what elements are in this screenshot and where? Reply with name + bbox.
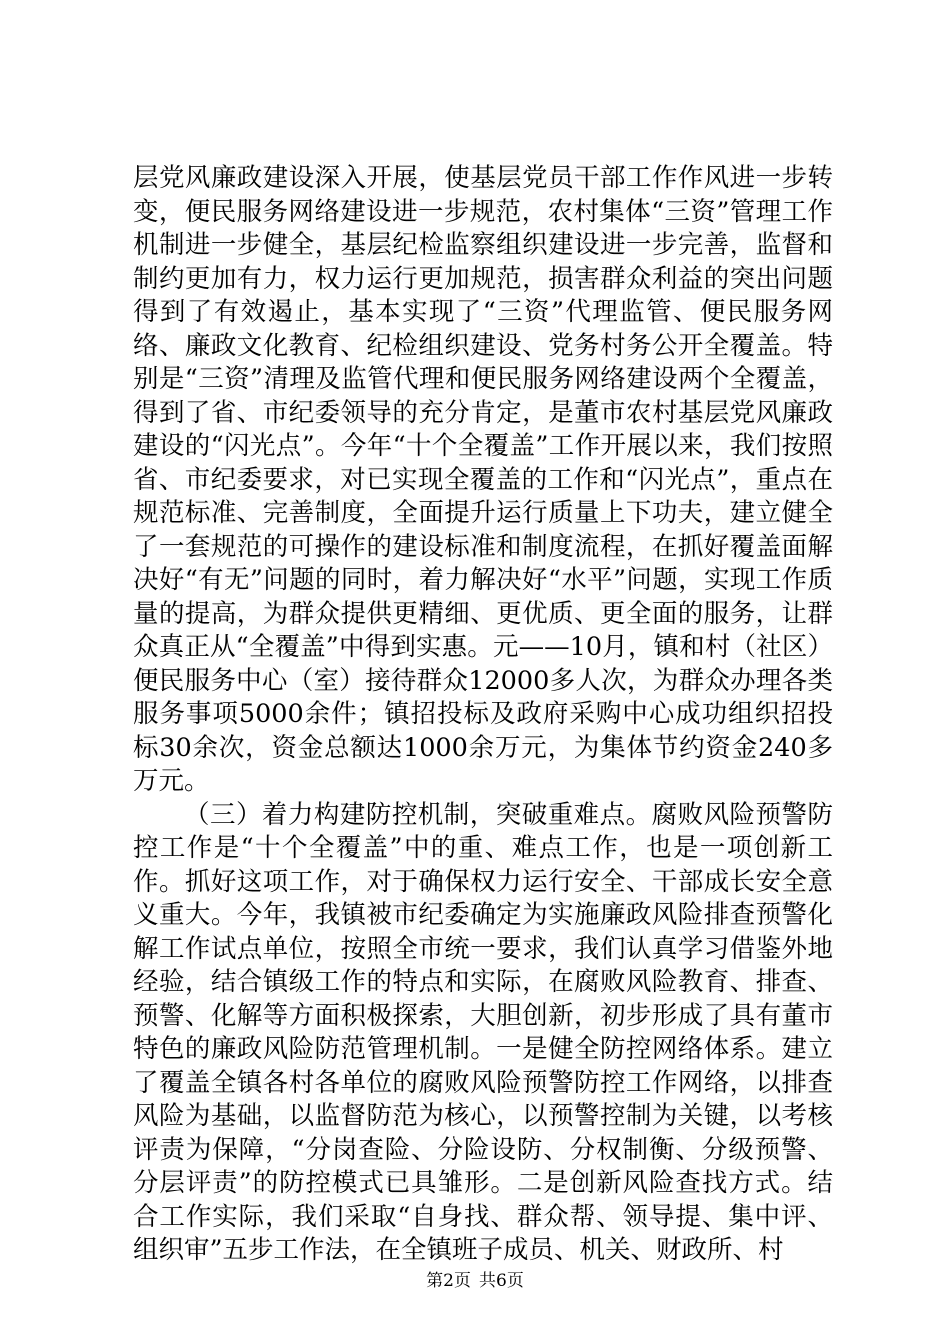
page-number: 第2页 <box>426 1271 471 1291</box>
document-body <box>133 162 833 1268</box>
page-total: 共6页 <box>479 1271 524 1291</box>
page-footer <box>0 1270 950 1292</box>
paragraph-section-three: （三）着力构建防控机制，突破重难点。腐败风险预警防控工作是“十个全覆盖”中的重、难点工作，也是一项创新工作。抓好这项工作，对于确保权力运行安全、干部成长安全意义重大。今年，我镇被市纪委确定为实施廉政风险排查预警化解工作试点单位，按照全市统一要求，我们认真学习借鉴外地经验，结合镇级工作的特点和实际，在腐败风险教育、排查、预警、化解等方面积极探索，大胆创新，初步形成了具有董市特色的廉政风险防范管理机制。一是健全防控网络体系。建立了覆盖全镇各村各单位的腐败风险预警防控工作网络，以排查风险为基础，以监督防范为核心，以预警控制为关键，以考核评责为保障，“分岗查险、分险设防、分权制衡、分级预警、分层评责”的防控模式已具雏形。二是创新风险查找方式。结合工作实际，我们采取“自身找、群众帮、领导提、集中评、组织审”五步工作法，在全镇班子成员、机关、财政所、村 <box>133 799 833 1265</box>
paragraph-continuation: 层党风廉政建设深入开展，使基层党员干部工作作风进一步转变，便民服务网络建设进一步规范，农村集体“三资”管理工作机制进一步健全，基层纪检监察组织建设进一步完善，监督和制约更加有力，权力运行更加规范，损害群众利益的突出问题得到了有效遏止，基本实现了“三资”代理监管、便民服务网络、廉政文化教育、纪检组织建设、党务村务公开全覆盖。特别是“三资”清理及监管代理和便民服务网络建设两个全覆盖，得到了省、市纪委领导的充分肯定，是董市农村基层党风廉政建设的“闪光点”。今年“十个全覆盖”工作开展以来，我们按照省、市纪委要求，对已实现全覆盖的工作和“闪光点”，重点在规范标准、完善制度，全面提升运行质量上下功夫，建立健全了一套规范的可操作的建设标准和制度流程，在抓好覆盖面解决好“有无”问题的同时，着力解决好“水平”问题，实现工作质量的提高，为群众提供更精细、更优质、更全面的服务，让群众真正从“全覆盖”中得到实惠。元——10月，镇和村（社区）便民服务中心（室）接待群众12000多人次，为群众办理各类服务事项5000余件；镇招投标及政府采购中心成功组织招投标30余次，资金总额达1000余万元，为集体节约资金240多万元。 <box>133 163 833 796</box>
